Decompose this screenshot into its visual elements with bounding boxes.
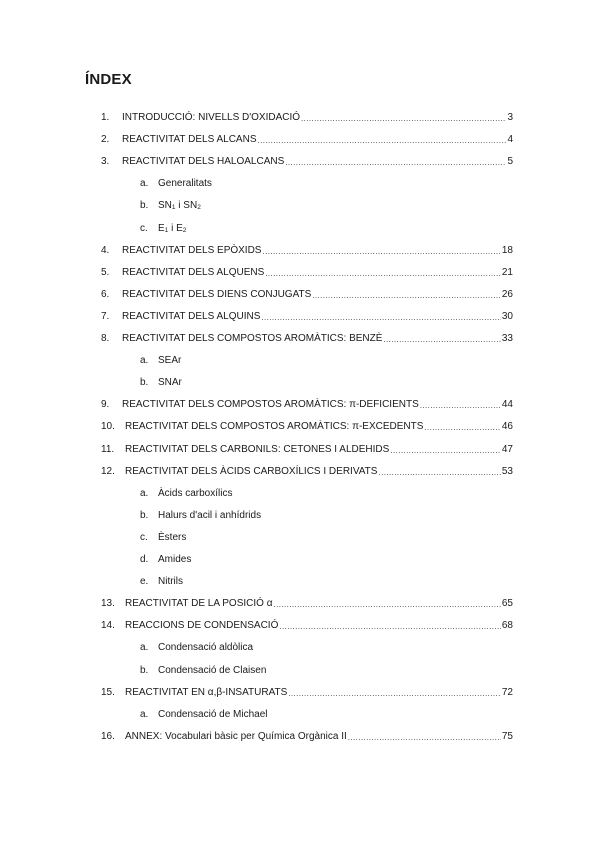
toc-entry-number: 2. [101,134,110,146]
toc-entry[interactable] [101,309,513,323]
toc-entry[interactable] [101,618,513,632]
toc-subentry[interactable] [140,375,182,389]
toc-dot-leader [285,158,506,168]
toc-entry-title: REACTIVITAT DELS ÀCIDS CARBOXÍLICS I DERIVATS [125,465,378,477]
toc-subentry[interactable] [140,221,186,235]
toc-entry[interactable] [101,685,513,699]
toc-dot-leader [288,689,501,699]
toc-entry-number: 15. [101,686,115,698]
toc-entry-title: REACTIVITAT DELS CARBONILS: CETONES I ALDEHIDS [125,443,390,455]
toc-entry-title: REACTIVITAT DELS ALCANS [122,134,257,146]
toc-subentry[interactable] [140,530,186,544]
toc-entry-number: 13. [101,598,115,610]
toc-subentry-letter: a. [140,487,149,499]
toc-subentry-letter: a. [140,178,149,190]
toc-entry-page: 75 [501,730,513,742]
toc-entry-number: 1. [101,112,110,123]
toc-dot-leader [312,291,501,301]
toc-subentry[interactable] [140,198,201,212]
toc-entry-number: 4. [101,244,110,256]
toc-entry-page: 68 [501,620,513,632]
toc-dot-leader [378,468,500,478]
toc-entry[interactable] [101,596,513,610]
toc-entry[interactable] [101,265,513,279]
toc-entry-title: REACTIVITAT DELS EPÒXIDS [122,244,262,256]
toc-entry-page: 26 [501,288,513,300]
toc-entry-title: REACCIONS DE CONDENSACIÓ [125,620,279,632]
toc-subentry-letter: e. [140,576,149,588]
toc-entry[interactable] [101,243,513,257]
toc-dot-leader [420,401,501,411]
toc-subentry-title [158,200,201,212]
toc-entry-page: 47 [501,443,513,455]
toc-entry-page: 46 [501,421,513,433]
toc-entry[interactable] [101,331,513,345]
toc-dot-leader [262,247,500,257]
toc-subentry-letter: a. [140,708,149,720]
toc-entry[interactable] [101,419,513,433]
toc-entry-page: 65 [501,598,513,610]
toc-subentry-letter: b. [140,664,149,676]
toc-entry-number: 11. [101,443,115,455]
toc-entry-number: 16. [101,730,115,742]
toc-entry[interactable] [101,397,513,411]
toc-subentry-title: SEAr [158,355,182,367]
toc-entry-page: 21 [501,266,513,278]
toc-entry[interactable] [101,287,513,301]
toc-entry-page: 3 [507,112,513,123]
toc-dot-leader [257,136,506,146]
toc-entry[interactable] [101,464,513,478]
toc-entry-title: ANNEX: Vocabulari bàsic per Química Orgànica II [125,730,347,742]
toc-entry-number: 9. [101,399,110,411]
toc-subentry-letter: a. [140,355,149,367]
toc-subentry[interactable] [140,552,191,566]
toc-subentry[interactable] [140,640,253,654]
toc-subentry[interactable] [140,176,212,190]
toc-subentry-title: Condensació aldòlica [158,642,254,654]
toc-subentry[interactable] [140,707,268,721]
text-part: i SN [175,200,198,212]
toc-entry-title: REACTIVITAT DELS HALOALCANS [122,156,285,168]
toc-subentry-letter: a. [140,642,149,654]
toc-subentry-title: Generalitats [158,178,212,190]
toc-entry[interactable] [101,442,513,456]
toc-subentry-letter: b. [140,509,149,521]
toc-entry-number: 12. [101,465,115,477]
toc-entry-page: 30 [501,310,513,322]
toc-subentry-title: SNAr [158,377,182,389]
toc-subentry-letter: c. [140,222,148,234]
toc-dot-leader [383,335,500,345]
subscript: 2 [182,226,187,234]
toc-dot-leader [279,622,501,632]
toc-entry-page: 18 [501,244,513,256]
toc-entry-page: 33 [501,333,513,344]
toc-dot-leader [265,269,501,279]
toc-subentry[interactable] [140,663,266,677]
toc-entry[interactable] [101,729,513,743]
index-title: ÍNDEX [85,71,132,88]
toc-entry-title: REACTIVITAT DELS DIENS CONJUGATS [122,288,312,300]
toc-dot-leader [348,733,501,743]
toc-dot-leader [424,423,500,433]
toc-entry-title: INTRODUCCIÓ: NIVELLS D'OXIDACIÓ [122,112,301,123]
toc-entry-title: REACTIVITAT DE LA POSICIÓ α [125,598,273,610]
toc-subentry-letter: b. [140,377,149,389]
toc-subentry-title: Amides [158,554,192,565]
toc-subentry-letter: b. [140,200,149,212]
toc-subentry-letter: d. [140,554,149,565]
toc-entry-title: REACTIVITAT DELS ALQUINS [122,310,261,322]
toc-subentry[interactable] [140,486,232,500]
toc-subentry-title: Àcids carboxílics [158,487,233,499]
toc-entry-number: 7. [101,310,110,322]
toc-entry-title: REACTIVITAT DELS COMPOSTOS AROMÀTICS: BENZÈ [122,333,383,344]
subscript: 2 [197,204,201,212]
toc-entry-title: REACTIVITAT DELS COMPOSTOS AROMÀTICS: π-EXCEDENTS [125,421,424,433]
toc-entry-number: 14. [101,620,115,632]
toc-dot-leader [390,446,501,456]
toc-subentry-title: Èsters [158,531,187,543]
toc-dot-leader [301,114,506,124]
text-part: E [158,222,165,234]
toc-entry-title: REACTIVITAT DELS COMPOSTOS AROMÀTICS: π-DEFICIENTS [122,399,419,411]
toc-entry[interactable] [101,154,513,168]
subscript: 1 [171,204,176,212]
toc-entry-page: 72 [501,686,513,698]
toc-subentry[interactable] [140,574,183,588]
toc-subentry[interactable] [140,353,181,367]
toc-subentry-title: Condensació de Claisen [158,664,267,676]
toc-entry[interactable] [101,110,513,124]
subscript: 1 [164,226,169,234]
toc-entry-number: 8. [101,333,110,344]
text-part: SN [158,200,172,212]
toc-subentry-title [158,223,186,235]
toc-subentry-letter: c. [140,531,148,543]
toc-entry-number: 10. [101,421,115,433]
toc-entry-number: 3. [101,156,110,168]
toc-dot-leader [273,600,500,610]
toc-dot-leader [261,313,501,323]
toc-entry-title: REACTIVITAT DELS ALQUENS [122,266,265,278]
toc-subentry-title: Nitrils [158,576,183,588]
toc-subentry-title: Condensació de Michael [158,708,268,720]
toc-entry-page: 53 [501,465,513,477]
toc-subentry-title: Halurs d'acil i anhídrids [158,509,262,521]
toc-entry-number: 6. [101,288,110,300]
toc-entry-number: 5. [101,266,110,278]
text-part: i E [168,222,183,234]
toc-entry-title: REACTIVITAT EN α,β-INSATURATS [125,686,288,698]
toc-entry[interactable] [101,132,513,146]
toc-entry-page: 4 [507,134,513,146]
toc-entry-page: 44 [501,399,513,411]
toc-subentry[interactable] [140,508,261,522]
toc-entry-page: 5 [507,156,513,168]
